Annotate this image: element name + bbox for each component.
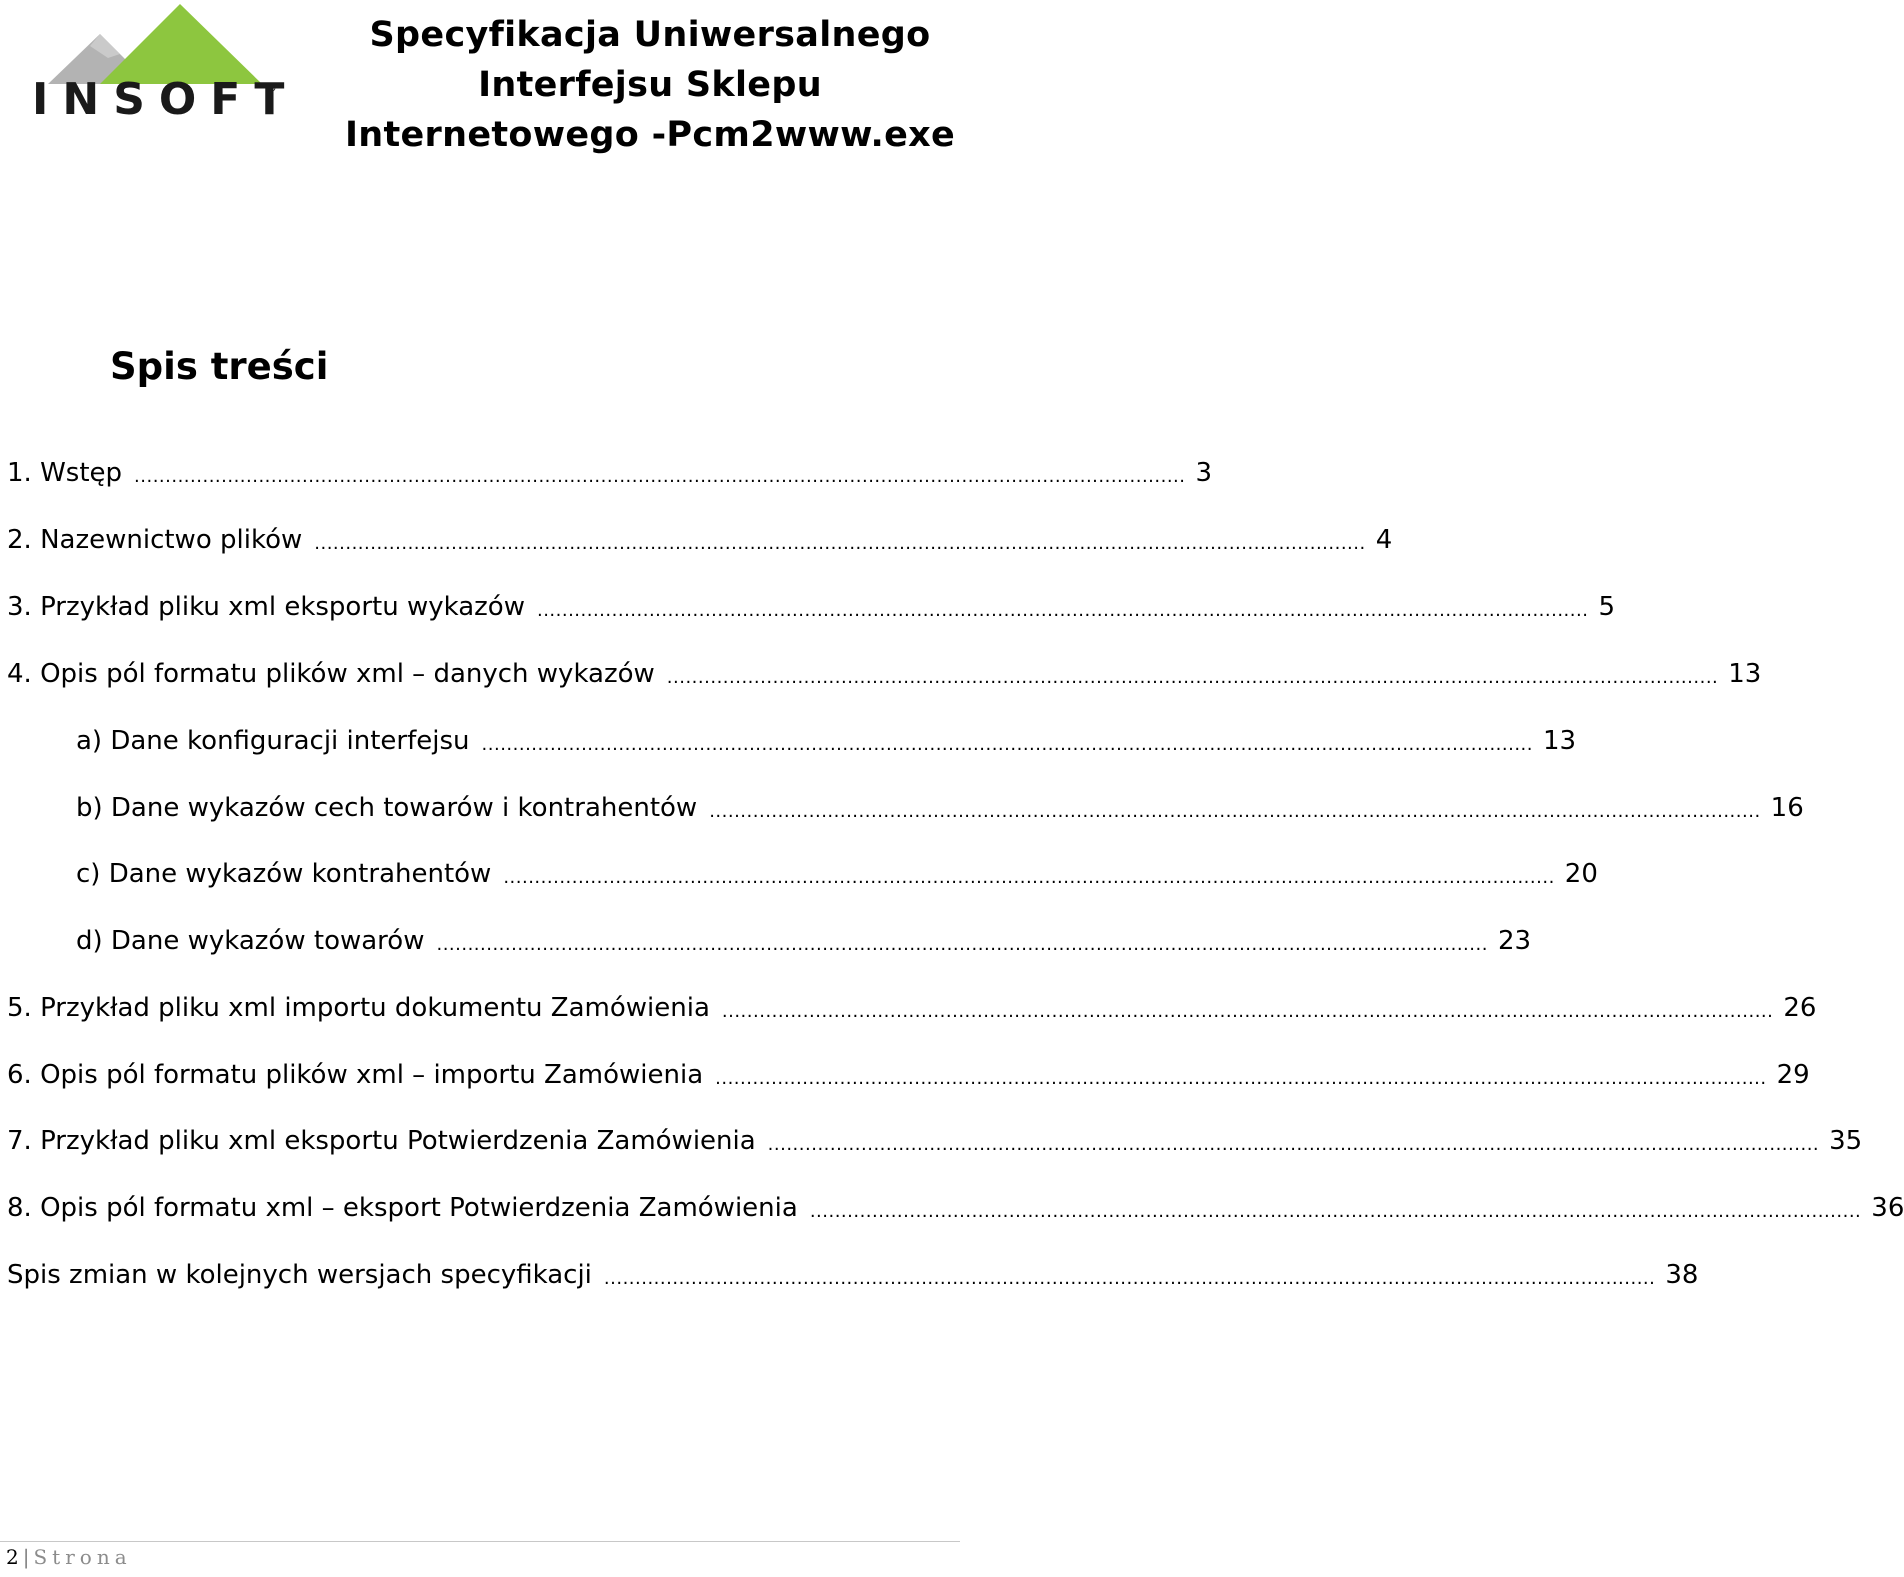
toc-entry-title: 6. Opis pól formatu plików xml – importu Zamówienia	[7, 1060, 704, 1090]
toc-leader: .........................................................................................................................................................................	[709, 801, 1761, 822]
toc-entry-page: 26	[1783, 993, 1817, 1023]
toc-entry[interactable]	[76, 911, 1532, 971]
insoft-logo-graphic	[30, 2, 299, 125]
toc-entry[interactable]	[7, 1178, 1904, 1238]
toc-leader: .........................................................................................................................................................................	[666, 667, 1719, 688]
document-title-line-2: Interfejsu Sklepu	[478, 65, 822, 105]
toc-entry-title: 7. Przykład pliku xml eksportu Potwierdzenia Zamówienia	[7, 1126, 756, 1156]
toc-entry[interactable]	[76, 844, 1598, 904]
toc-entry-page: 3	[1195, 458, 1213, 488]
logo-wordmark: INSOFT	[32, 74, 299, 125]
document-title	[340, 10, 960, 160]
toc-entry-page: 29	[1776, 1060, 1810, 1090]
toc-leader: .........................................................................................................................................................................	[809, 1201, 1862, 1222]
toc-entry-title: 4. Opis pól formatu plików xml – danych wykazów	[7, 659, 655, 689]
toc-entry[interactable]	[76, 778, 1804, 838]
toc-entry-title: 8. Opis pól formatu xml – eksport Potwierdzenia Zamówienia	[7, 1193, 798, 1223]
toc-entry[interactable]	[7, 1111, 1863, 1171]
toc-entry-page: 20	[1564, 859, 1598, 889]
toc-entry-title: c) Dane wykazów kontrahentów	[76, 859, 492, 889]
toc-leader: .........................................................................................................................................................................	[715, 1068, 1767, 1089]
toc-entry-page: 13	[1543, 726, 1577, 756]
toc-leader: .........................................................................................................................................................................	[503, 867, 1555, 888]
document-title-line-3: Internetowego -Pcm2www.exe	[344, 115, 956, 155]
document-title-line-1: Specyfikacja Uniwersalnego	[369, 15, 931, 55]
toc-entry-page: 13	[1728, 659, 1762, 689]
toc-entry-title: a) Dane konfiguracji interfejsu	[76, 726, 470, 756]
toc-entry-title: 2. Nazewnictwo plików	[7, 525, 303, 555]
toc-entry-title: 1. Wstęp	[7, 458, 123, 488]
toc-entry-page: 5	[1598, 592, 1615, 622]
footer-separator: |	[22, 1545, 30, 1569]
toc-heading: Spis treści	[110, 345, 329, 388]
toc-entry-page: 23	[1497, 926, 1532, 956]
toc-entry-title: Spis zmian w kolejnych wersjach specyfikacji	[7, 1260, 592, 1290]
toc-entry[interactable]	[7, 510, 1393, 570]
footer-divider	[0, 1541, 960, 1542]
footer-page-label: Strona	[33, 1545, 132, 1569]
toc-entry-title: b) Dane wykazów cech towarów i kontrahentów	[76, 793, 698, 823]
toc-leader: .........................................................................................................................................................................	[481, 734, 1533, 755]
toc-entry[interactable]	[7, 443, 1213, 503]
toc-entry[interactable]	[7, 644, 1762, 704]
toc-leader: .........................................................................................................................................................................	[721, 1001, 1774, 1022]
toc-entry[interactable]	[7, 978, 1817, 1038]
toc-entry-page: 35	[1829, 1126, 1863, 1156]
toc-entry-page: 4	[1375, 525, 1393, 555]
page-footer	[6, 1545, 132, 1569]
toc-entry[interactable]	[7, 1245, 1699, 1305]
toc-leader: .........................................................................................................................................................................	[436, 934, 1488, 955]
toc-entry-page: 36	[1871, 1193, 1904, 1223]
insoft-logo	[30, 2, 299, 125]
toc-entry-title: 3. Przykład pliku xml eksportu wykazów	[7, 592, 525, 622]
toc-entry-page: 16	[1770, 793, 1804, 823]
toc-entry-page: 38	[1665, 1260, 1699, 1290]
toc-leader: .........................................................................................................................................................................	[767, 1134, 1820, 1155]
toc-entry[interactable]	[76, 711, 1577, 771]
toc-leader: .........................................................................................................................................................................	[314, 533, 1366, 554]
footer-page-number: 2	[6, 1545, 19, 1569]
toc-entry[interactable]	[7, 577, 1615, 637]
toc-leader: .........................................................................................................................................................................	[603, 1268, 1656, 1289]
toc-entry-title: 5. Przykład pliku xml importu dokumentu Zamówienia	[7, 993, 710, 1023]
toc-entry-title: d) Dane wykazów towarów	[76, 926, 425, 956]
toc-leader: .........................................................................................................................................................................	[536, 600, 1589, 621]
toc-leader: .........................................................................................................................................................................	[134, 466, 1186, 487]
toc-entry[interactable]	[7, 1045, 1810, 1105]
